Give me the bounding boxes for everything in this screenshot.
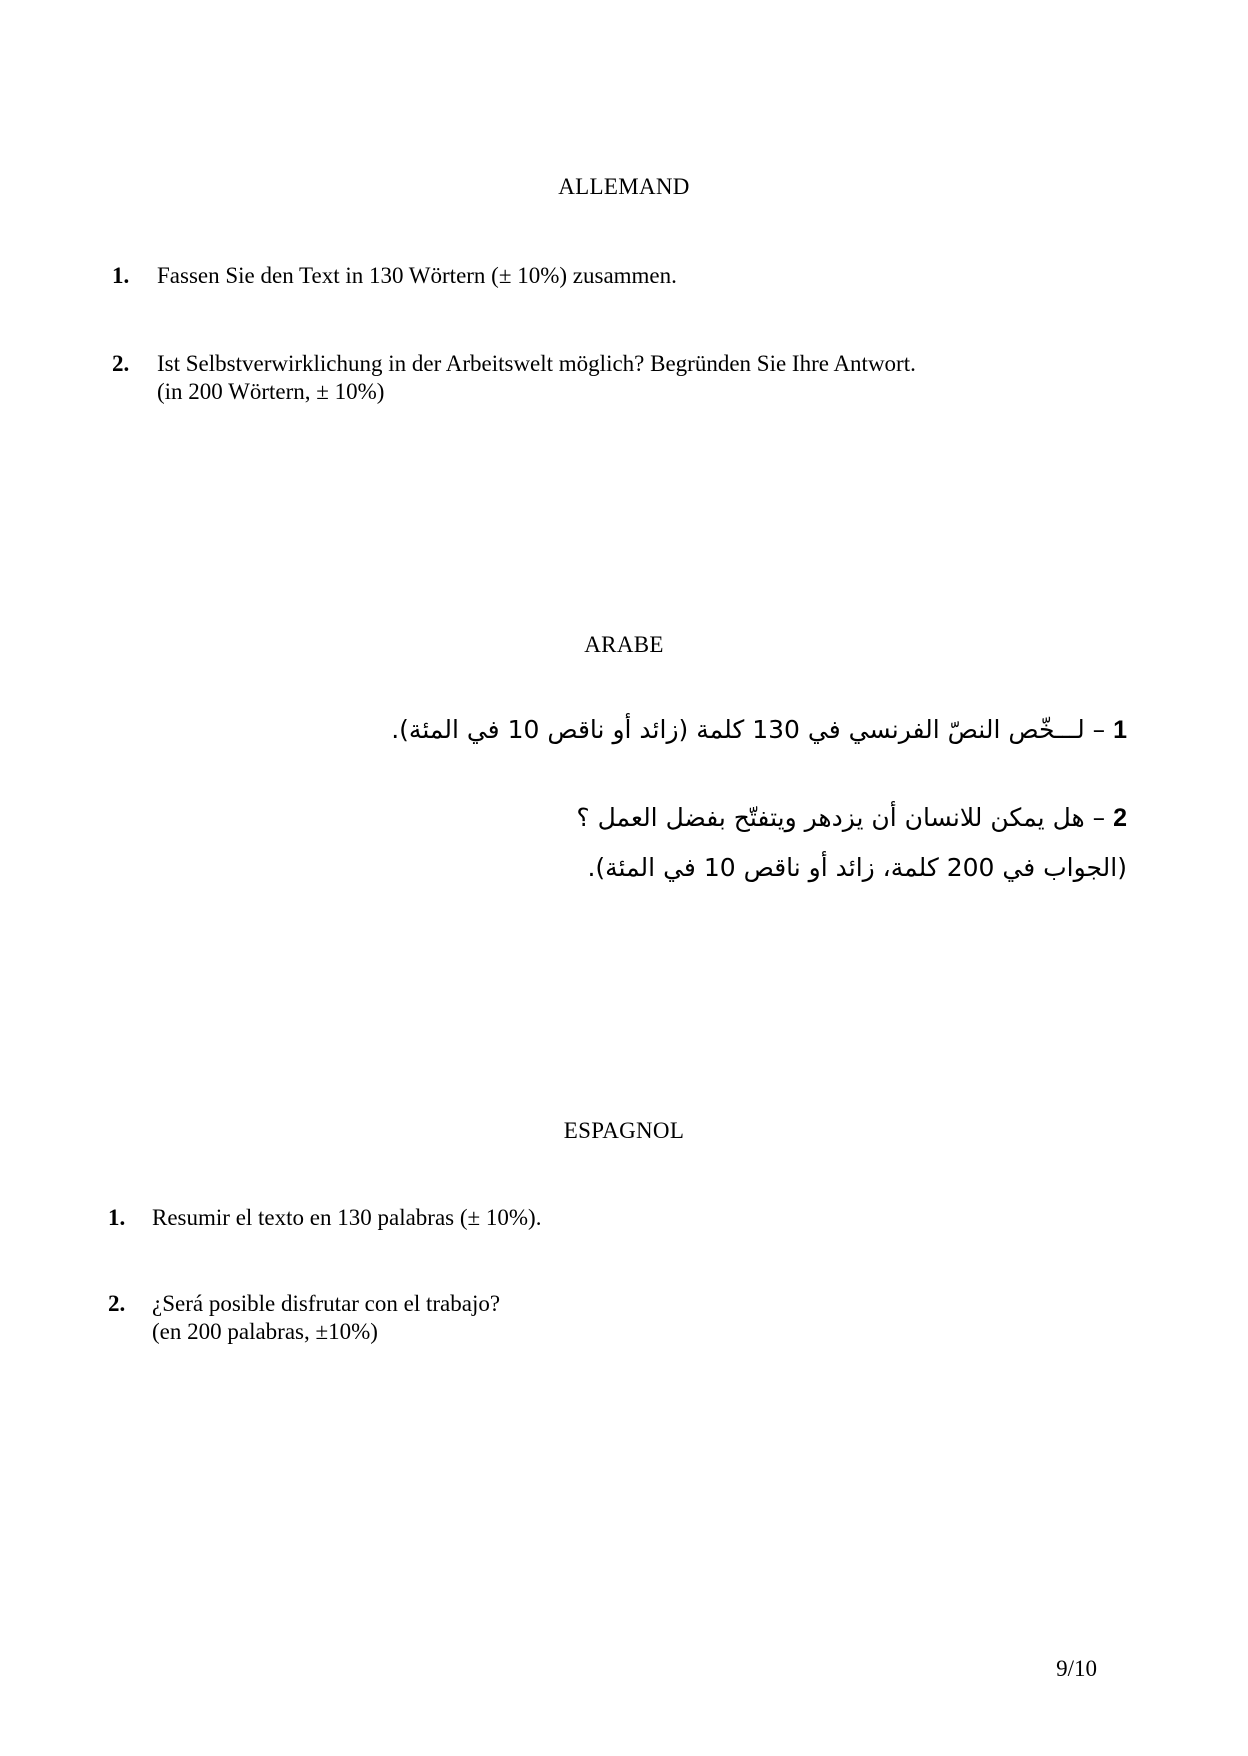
question-number: 1. (108, 1205, 126, 1230)
arabe-question-1 (391, 712, 1127, 748)
page-number: 9/10 (1056, 1656, 1097, 1681)
question-text: ¿Será posible disfrutar con el trabajo? (152, 1291, 501, 1316)
section-heading-espagnol: ESPAGNOL (563, 1118, 685, 1143)
arabe-question-2-subtext: (الجواب في 200 كلمة، زائد أو ناقص 10 في المئة). (587, 853, 1127, 882)
question-number: 2. (112, 351, 130, 376)
question-text: – هل يمكن للانسان أن يزدهر ويتفتّح بفضل العمل ؟ (576, 803, 1106, 832)
question-number: 1. (112, 263, 130, 288)
question-number: 2. (108, 1291, 126, 1316)
section-heading-allemand: ALLEMAND (558, 174, 690, 199)
question-text: Resumir el texto en 130 palabras (± 10%). (152, 1205, 542, 1230)
arabe-question-2 (576, 800, 1127, 836)
question-number: 2 (1113, 804, 1127, 832)
question-subtext: (en 200 palabras, ±10%) (152, 1319, 378, 1344)
question-text: Fassen Sie den Text in 130 Wörtern (± 10%) zusammen. (157, 263, 677, 288)
question-text: – لـــخّص النصّ الفرنسي في 130 كلمة (زائد أو ناقص 10 في المئة). (391, 715, 1106, 744)
section-heading-arabe: ARABE (584, 632, 664, 657)
question-text: Ist Selbstverwirklichung in der Arbeitswelt möglich? Begründen Sie Ihre Antwort. (157, 351, 916, 376)
question-number: 1 (1113, 716, 1127, 744)
question-subtext: (in 200 Wörtern, ± 10%) (157, 379, 385, 404)
